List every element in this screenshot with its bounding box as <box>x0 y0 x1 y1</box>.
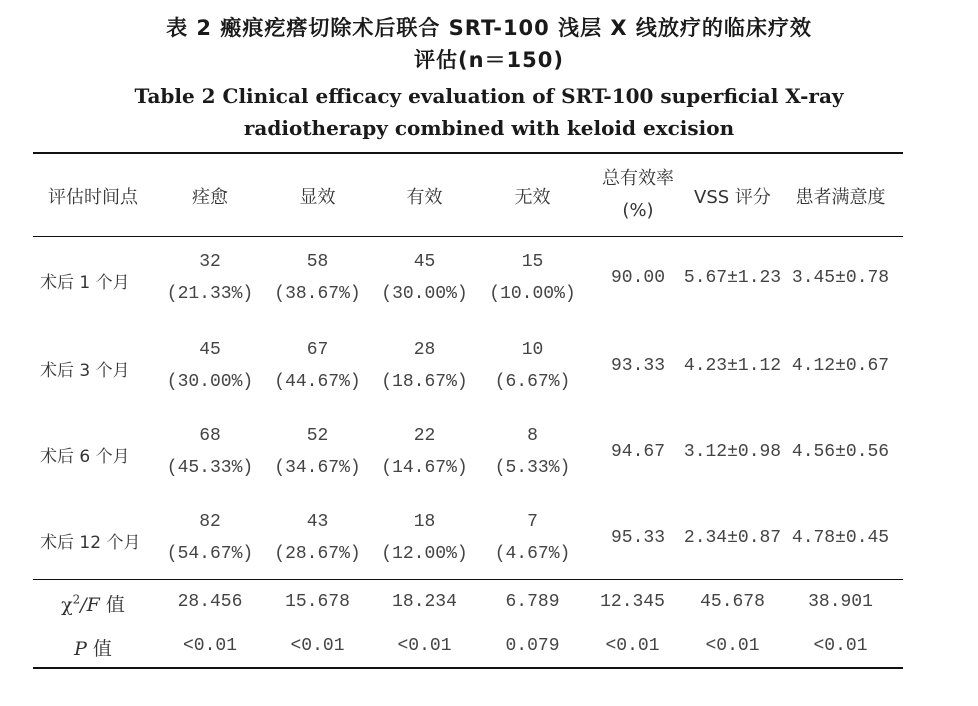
effective-percent: (30.00%) <box>381 284 468 304</box>
table-title-cn-line1: 表 2 瘢痕疙瘩切除术后联合 SRT-100 浅层 X 线放疗的临床疗效 <box>166 16 812 40</box>
satisfaction-cell: 3.45±0.78 <box>791 268 890 288</box>
cured-count: 45 <box>199 340 221 360</box>
chi-square-value: 18.234 <box>392 592 457 612</box>
p-value-suffix: 值 <box>92 638 112 660</box>
effective-count: 18 <box>413 512 436 532</box>
effective-percent: (14.67%) <box>381 458 468 478</box>
header-total-rate: 总有效率 <box>602 168 674 189</box>
table-title-en-line2: radiotherapy combined with keloid excision <box>243 116 735 140</box>
header-rule <box>33 236 903 237</box>
cured-percent: (45.33%) <box>166 458 254 478</box>
vss-score-cell: 3.12±0.98 <box>683 442 782 462</box>
ineffective-percent: (6.67%) <box>494 372 571 392</box>
p-value: <0.01 <box>397 636 452 656</box>
row-label: 术后 1 个月 <box>40 273 130 293</box>
header-ineffective: 无效 <box>514 187 551 208</box>
ineffective-count: 15 <box>521 252 544 272</box>
marked-percent: (44.67%) <box>274 372 361 392</box>
marked-count: 43 <box>306 512 329 532</box>
p-value: <0.01 <box>605 636 660 656</box>
p-symbol: P <box>74 638 87 660</box>
p-value: 0.079 <box>505 636 560 656</box>
vss-score-cell: 2.34±0.87 <box>683 528 782 548</box>
effective-percent: (12.00%) <box>381 544 468 564</box>
header-cured: 痊愈 <box>192 187 228 208</box>
total-rate-cell: 95.33 <box>610 528 665 548</box>
chi-superscript: 2 <box>72 592 81 607</box>
ineffective-count: 8 <box>527 426 538 446</box>
row-label: 术后 12 个月 <box>40 533 141 553</box>
chi-square-value: 12.345 <box>600 592 665 612</box>
vss-score-cell: 5.67±1.23 <box>683 268 782 288</box>
ineffective-percent: (4.67%) <box>494 544 571 564</box>
satisfaction-cell: 4.56±0.56 <box>791 442 890 462</box>
cured-count: 32 <box>199 252 221 272</box>
cured-percent: (21.33%) <box>166 284 254 304</box>
satisfaction-cell: 4.78±0.45 <box>791 528 890 548</box>
effective-count: 45 <box>413 252 436 272</box>
cured-count: 68 <box>199 426 221 446</box>
header-marked: 显效 <box>299 187 336 208</box>
chi-square-label <box>33 590 153 617</box>
cured-percent: (30.00%) <box>166 372 254 392</box>
effective-count: 22 <box>413 426 436 446</box>
chi-f-symbol: /F <box>80 594 100 616</box>
ineffective-count: 7 <box>527 512 538 532</box>
table-title-cn-line2: 评估(n＝150) <box>414 48 564 72</box>
p-value: <0.01 <box>290 636 345 656</box>
table-title-en-line1: Table 2 Clinical efficacy evaluation of SRT-100 superficial X-ray <box>134 84 844 108</box>
stats-rule <box>33 579 903 580</box>
marked-percent: (34.67%) <box>274 458 361 478</box>
marked-count: 58 <box>306 252 329 272</box>
marked-percent: (38.67%) <box>274 284 361 304</box>
ineffective-count: 10 <box>521 340 544 360</box>
header-effective: 有效 <box>406 187 443 208</box>
chi-square-value: 28.456 <box>177 592 243 612</box>
chi-symbol: χ <box>61 594 73 616</box>
header-time-point: 评估时间点 <box>48 187 138 208</box>
p-value: <0.01 <box>182 636 237 656</box>
vss-score-cell: 4.23±1.12 <box>683 356 782 376</box>
p-value: <0.01 <box>813 636 868 656</box>
row-label: 术后 6 个月 <box>40 447 130 467</box>
chi-square-value: 45.678 <box>700 592 765 612</box>
marked-percent: (28.67%) <box>274 544 361 564</box>
total-rate-cell: 93.33 <box>610 356 665 376</box>
marked-count: 52 <box>306 426 329 446</box>
satisfaction-cell: 4.12±0.67 <box>791 356 890 376</box>
effective-count: 28 <box>413 340 436 360</box>
cured-percent: (54.67%) <box>166 544 254 564</box>
chi-square-value: 6.789 <box>505 592 560 612</box>
chi-value-suffix: 值 <box>105 594 125 616</box>
ineffective-percent: (5.33%) <box>494 458 571 478</box>
chi-square-value: 38.901 <box>808 592 873 612</box>
ineffective-percent: (10.00%) <box>489 284 576 304</box>
top-rule <box>33 152 903 154</box>
bottom-rule <box>33 667 903 669</box>
total-rate-cell: 90.00 <box>610 268 665 288</box>
p-value-label <box>33 634 153 661</box>
header-vss-score: VSS 评分 <box>694 187 771 208</box>
cured-count: 82 <box>199 512 221 532</box>
header-total-rate-unit: (%) <box>622 200 654 221</box>
chi-square-value: 15.678 <box>285 592 350 612</box>
effective-percent: (18.67%) <box>381 372 468 392</box>
header-satisfaction: 患者满意度 <box>795 187 886 208</box>
row-label: 术后 3 个月 <box>40 361 130 381</box>
marked-count: 67 <box>306 340 329 360</box>
p-value: <0.01 <box>705 636 760 656</box>
total-rate-cell: 94.67 <box>610 442 665 462</box>
